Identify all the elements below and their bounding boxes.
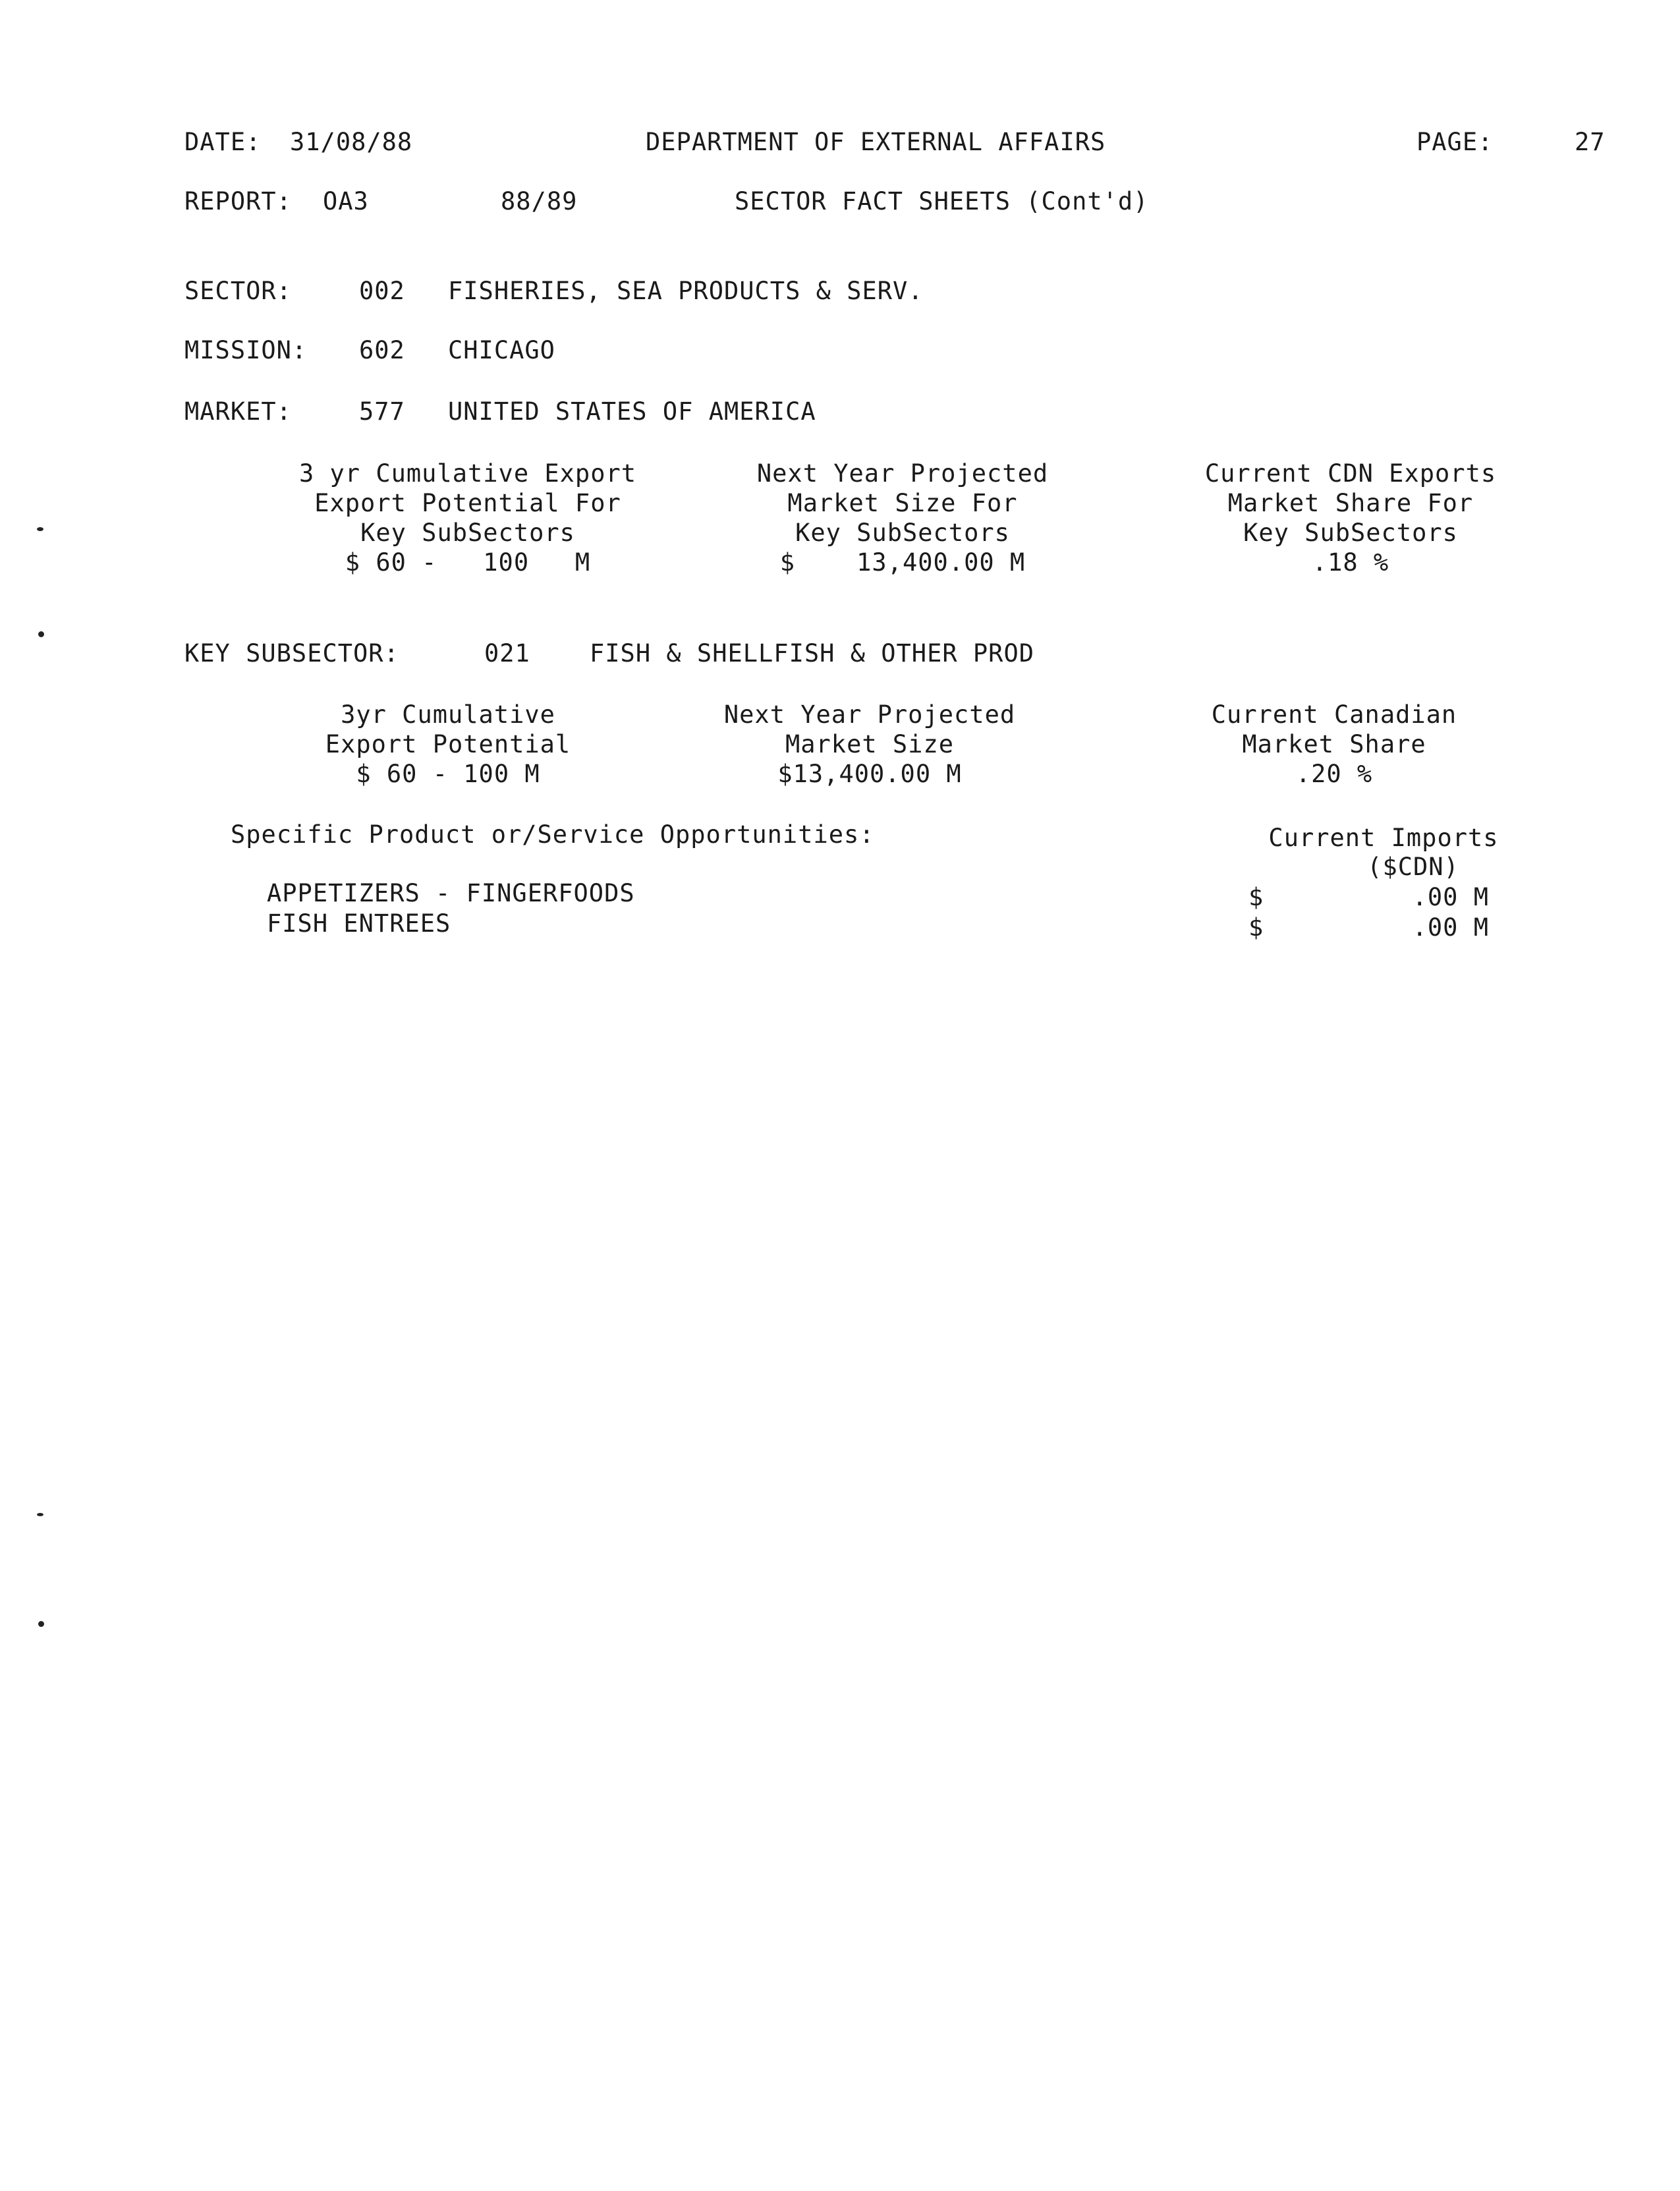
market-code: 577	[359, 397, 405, 426]
fiscal-year: 88/89	[501, 187, 578, 215]
sector-export-potential-line1: 3 yr Cumulative Export	[298, 459, 637, 488]
subsector-market-share-value: .20 %	[1295, 760, 1373, 788]
opportunity-item-amount: .00 M	[1412, 883, 1489, 911]
report-title: SECTOR FACT SHEETS (Cont'd)	[735, 187, 1149, 215]
mission-code: 602	[359, 336, 405, 364]
sector-market-size-line1: Next Year Projected	[756, 459, 1049, 488]
subsector-market-size-value: $13,400.00 M	[777, 760, 962, 788]
key-subsector-label: KEY SUBSECTOR:	[184, 639, 399, 668]
imports-unit: ($CDN)	[1367, 853, 1459, 881]
opportunity-item-amount: .00 M	[1412, 913, 1489, 942]
subsector-export-potential-line2: Export Potential	[325, 730, 571, 758]
market-label: MARKET:	[184, 397, 292, 426]
mission-label: MISSION:	[184, 336, 308, 364]
subsector-export-potential	[277, 700, 619, 789]
sector-market-size-line3: Key SubSectors	[795, 519, 1010, 547]
subsector-export-potential-line1: 3yr Cumulative	[341, 700, 555, 729]
sector-export-potential-line2: Export Potential For	[314, 489, 621, 517]
opportunity-item-currency: $	[1248, 883, 1264, 911]
scan-speck	[38, 1621, 44, 1627]
sector-market-size-line2: Market Size For	[787, 489, 1018, 517]
subsector-market-share	[1150, 700, 1519, 789]
opportunity-item-name: APPETIZERS - FINGERFOODS	[267, 879, 635, 907]
subsector-market-size	[685, 700, 1054, 789]
sector-label: SECTOR:	[184, 277, 292, 305]
imports-heading: Current Imports	[1268, 824, 1499, 852]
subsector-market-size-line1: Next Year Projected	[723, 700, 1016, 729]
sector-market-share-line3: Key SubSectors	[1243, 519, 1458, 547]
department-title: DEPARTMENT OF EXTERNAL AFFAIRS	[646, 128, 1106, 156]
date-value: 31/08/88	[290, 128, 413, 156]
sector-name: FISHERIES, SEA PRODUCTS & SERV.	[448, 277, 924, 305]
report-code: OA3	[323, 187, 369, 215]
date-label: DATE:	[184, 128, 262, 156]
sector-market-size	[718, 459, 1087, 577]
sector-export-potential-value: $ 60 - 100 M	[345, 548, 591, 577]
page-number: 27	[1575, 128, 1606, 156]
sector-market-share	[1153, 459, 1548, 577]
sector-market-size-value: $ 13,400.00 M	[779, 548, 1026, 577]
sector-export-potential	[250, 459, 685, 577]
subsector-market-size-line2: Market Size	[785, 730, 955, 758]
opportunities-heading: Specific Product or/Service Opportunities:	[231, 820, 875, 849]
sector-market-share-line2: Market Share For	[1227, 489, 1474, 517]
opportunity-item-currency: $	[1248, 913, 1264, 942]
subsector-market-share-line1: Current Canadian	[1211, 700, 1457, 729]
report-label: REPORT:	[184, 187, 292, 215]
key-subsector-name: FISH & SHELLFISH & OTHER PROD	[590, 639, 1035, 668]
key-subsector-code: 021	[484, 639, 530, 668]
mission-name: CHICAGO	[448, 336, 555, 364]
scan-speck	[38, 631, 44, 637]
opportunity-item-name: FISH ENTREES	[267, 909, 451, 938]
scan-speck	[37, 527, 43, 531]
page-label: PAGE:	[1416, 128, 1494, 156]
sector-market-share-line1: Current CDN Exports	[1204, 459, 1497, 488]
scan-speck	[37, 1513, 43, 1516]
subsector-export-potential-value: $ 60 - 100 M	[356, 760, 540, 788]
market-name: UNITED STATES OF AMERICA	[448, 397, 816, 426]
sector-market-share-value: .18 %	[1312, 548, 1389, 577]
subsector-market-share-line2: Market Share	[1242, 730, 1426, 758]
sector-code: 002	[359, 277, 405, 305]
sector-export-potential-line3: Key SubSectors	[360, 519, 575, 547]
